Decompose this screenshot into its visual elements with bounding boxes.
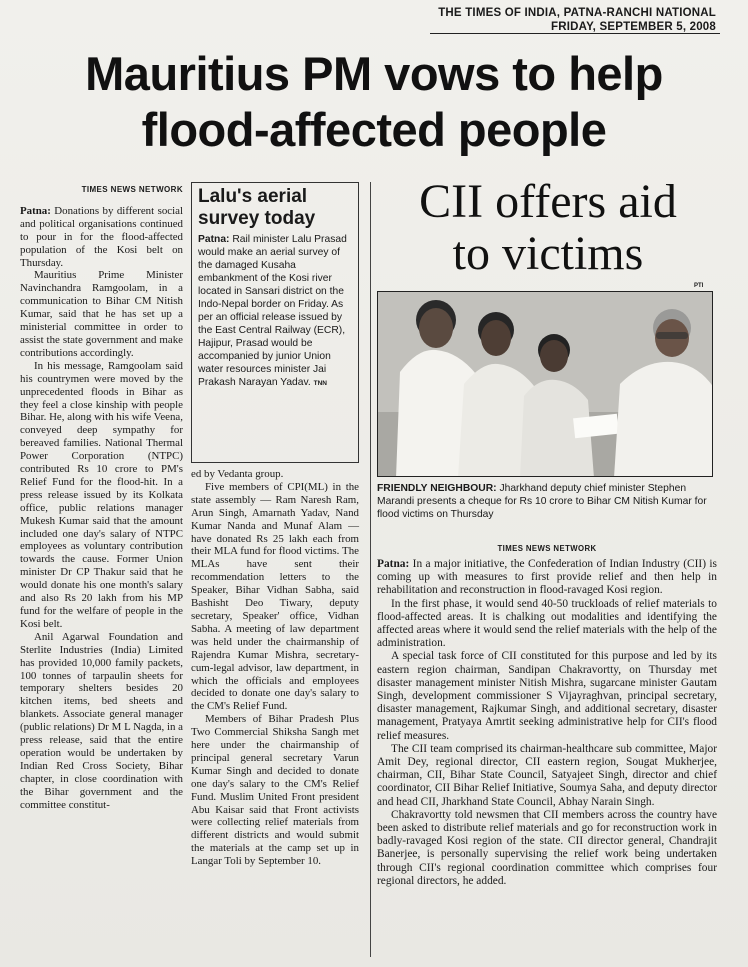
sidebar-box — [191, 182, 359, 463]
main-paragraph: In his message, Ramgoolam said his countrymen were moved by the unprecedented floods in Bihar as they feel a close kinship with people Bihar. He, along with his wife Veena, conveyed deep sympathy for bereaved families. National Thermal Power Corporation (NTPC) contributed Rs 10 crore to PM's Relief Fund for the flood-hit. In a press release issued by its Kolkata office, public relations manager Mukesh Kumar said that the amount included one day's salary of NTPC employees as voluntary contribution towards the cause. Former Union minister Dr CP Thakur said that he would donate his one month's salary and also Rs 20 lakh from his MP fund for the welfare of people in the Kosi belt. — [20, 359, 183, 630]
news-photo — [377, 291, 713, 477]
cii-paragraph: Patna: In a major initiative, the Confederation of Indian Industry (CII) is coming up with measures to first provide relief and then help in rehabilitation and reconstruction in flood-ravaged Kosi region. — [377, 558, 717, 597]
main-story-column-2 — [191, 468, 359, 868]
caption-text: Jharkhand deputy chief minister Stephen Marandi presents a cheque for Rs 10 crore to Bihar CM Nitish Kumar for flood victims on Thursday — [377, 483, 707, 520]
sidebar-credit: TNN — [313, 380, 327, 387]
main-paragraph: Patna: Donations by different social and political organisations continued to pour in for the flood-affected population of the Kosi belt on Thursday. — [20, 204, 183, 269]
main-story-column-1 — [20, 184, 183, 812]
sidebar-body: Patna: Rail minister Lalu Prasad would make an aerial survey of the damaged Kusaha embankment of the Kosi river located in Sansari district on the Indo-Nepal border on Friday. As per an official release issued by the East Central Railway (ECR), Hajipur, Prasad would be accompanied by junior Union water resources minister Jai Prakash Narayan Yadav. — [198, 234, 347, 388]
sidebar-headline: Lalu's aerial survey today — [198, 186, 316, 229]
column-divider — [370, 182, 371, 957]
main-paragraph: Members of Bihar Pradesh Plus Two Commercial Shiksha Sangh met here under the chairmanship of principal general secretary Varun Kumar Singh and decided to donate one day's salary to the CM's Relief Fund. Muslim United Front president Abu Kaisar said that Front activists were collecting relief materials from different districts and would submit the materials at the camp set up in Langar Toli by September 10. — [191, 713, 359, 868]
cii-headline-line-1: CII offers aid — [419, 175, 677, 228]
main-paragraph: Five members of CPI(ML) in the state assembly — Ram Naresh Ram, Arun Singh, Amarnath Yadav, Nand Kumar Nanda and Munaf Alam — have donated Rs 25 lakh each from their MLA fund for flood victims. The MLAs have sent their recommendation letters to the Speaker, Bihar Vidhan Sabha, said Bashisht Deo Tiwary, deputy secretary, Speaker' office, Vidhan Sabha. A meeting of law department was held under the chairmanship of Rajendra Kumar Mishra, secretary-cum-legal advisor, law department, in which the officials and employees decided to donate one day's salary to the CM's Relief Fund. — [191, 480, 359, 713]
cii-paragraph: Chakravortty told newsmen that CII members across the country have been asked to distribute relief materials and go for reconstruction work in badly-ravaged Kosi region of the state. CII director general, Chandrajit Banerjee, is personally supervising the relief work being undertaken through CII's regional coordination committee which comprises four regional directors, he added. — [377, 808, 717, 887]
main-byline: TIMES NEWS NETWORK — [81, 185, 183, 194]
main-headline-line-1: Mauritius PM vows to help — [85, 47, 663, 100]
cii-story-body — [377, 558, 717, 888]
main-headline-line-2: flood-affected people — [141, 103, 607, 156]
masthead-rule — [430, 33, 720, 34]
photo-illustration — [378, 292, 713, 477]
masthead — [438, 6, 716, 34]
cii-paragraph: The CII team comprised its chairman-healthcare sub committee, Major Amit Dey, regional director, CII eastern region, Sougat Mukherjee, chairman, CII, Bihar State Council, Satyajeet Singh, director and chief coordinator, CII Bihar Relief Initiative, Soumya Saha, and deputy director and head CII, Jharkhand State Council, Abhay Narain Singh. — [377, 742, 717, 808]
masthead-paper: THE TIMES OF INDIA, PATNA-RANCHI NATIONAL — [438, 7, 716, 19]
main-paragraph: ed by Vedanta group. — [191, 468, 284, 480]
main-headline — [20, 46, 728, 158]
cii-headline — [378, 176, 718, 280]
dateline: Patna: — [377, 558, 410, 570]
cii-paragraph: A special task force of CII constituted for this purpose and led by its eastern region chairman, Sandipan Chakravortty, on Thursday met disaster management minister Nitish Mishra, sugarcane minister Gautam Singh, development commissioner S Vijayraghvan, principal secretary, disaster management, Rajkumar Singh, and additional secretary, disaster management, Pratyaya Amrtit seeking administrative help for CII's flood relief measures. — [377, 650, 717, 742]
cii-paragraph: In the first phase, it would send 40-50 truckloads of relief materials to flood-affected areas. It is chalking out modalities and identifying the affected areas where it would send the relief materials with the help of the administration. — [377, 597, 717, 650]
cii-byline: TIMES NEWS NETWORK — [497, 544, 597, 553]
main-paragraph: Mauritius Prime Minister Navinchandra Ramgoolam, in a communication to Bihar CM Nitish Kumar, said that he has set up a ministerial committee in order to assist the state government and make contributions accordingly. — [20, 269, 183, 359]
main-paragraph: Anil Agarwal Foundation and Sterlite Industries (India) Limited has provided 10,000 family packets, 100 tonnes of tarpaulin sheets for temporary shelters besides 20 kitchen items, bed sheets and blankets. Associate general manager (public relations) Dr M L Nagda, in a press release, said that the entire operation would be undertaken by Indian Red Cross Society, Bihar chapter, in close coordination with the Bihar government and the committee constitut- — [20, 630, 183, 811]
photo-caption — [377, 482, 717, 521]
photo-credit: PTI — [694, 283, 704, 289]
sidebar-body-container — [198, 233, 352, 390]
masthead-date: FRIDAY, SEPTEMBER 5, 2008 — [551, 21, 716, 33]
caption-label: FRIENDLY NEIGHBOUR: — [377, 483, 497, 494]
dateline: Patna: — [20, 204, 51, 217]
cii-byline-wrap — [377, 538, 717, 556]
cii-headline-line-2: to victims — [452, 227, 644, 280]
dateline: Patna: — [198, 234, 230, 245]
